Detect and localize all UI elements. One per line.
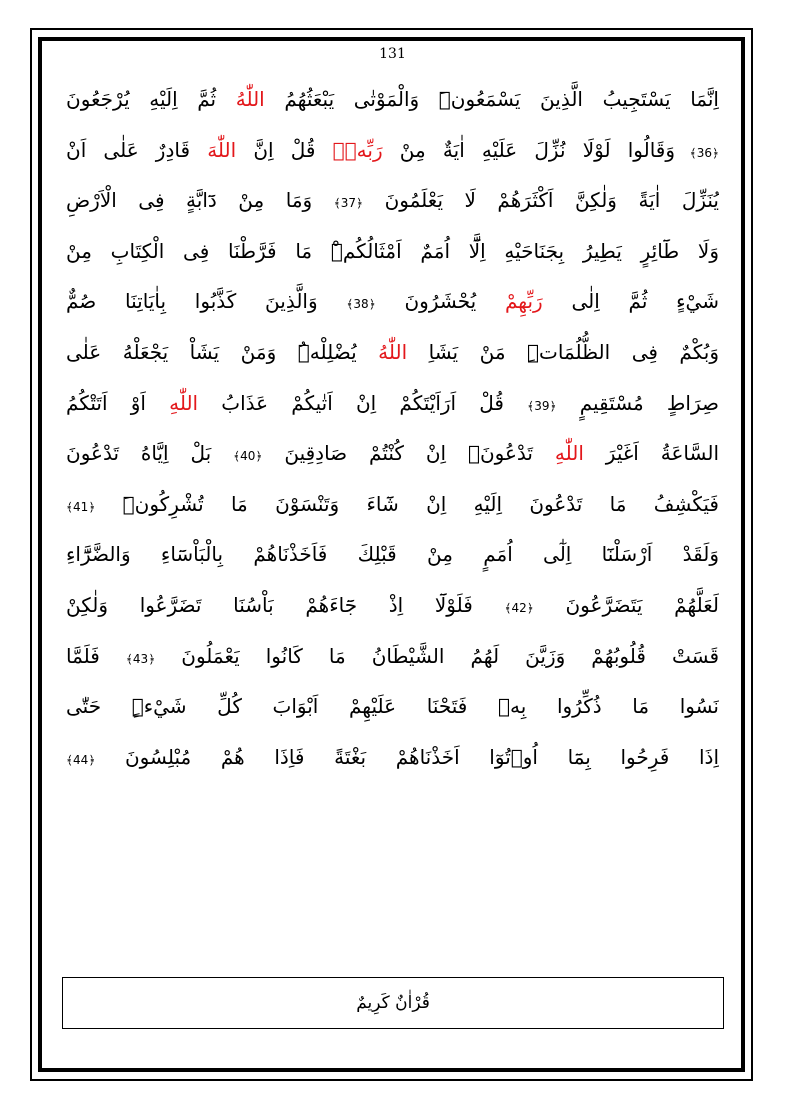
text-segment: فَلَوْلَٓا اِذْ جَٓاءَهُمْ بَاْسُنَا تَضَرَّعُوا وَلٰكِنْ: [66, 592, 505, 617]
text-line: [66, 428, 719, 479]
text-segment: قُلْ اِنَّ: [236, 137, 333, 162]
text-segment: وَلَا طَٓائِرٍ يَطِيرُ بِجَنَاحَيْهِ اِلَّٓا اُمَمٌ اَمْثَالُكُمْۜ مَا فَرَّطْنَا فِى الْكِتَابِ مِنْ: [66, 238, 719, 263]
text-segment: السَّاعَةُ اَغَيْرَ: [583, 441, 719, 466]
text-segment: قَسَتْ قُلُوبُهُمْ وَزَيَّنَ لَهُمُ الشَّيْطَانُ مَا كَانُوا يَعْمَلُونَ: [155, 643, 719, 668]
highlighted-word: اللّٰهِ: [554, 441, 584, 466]
text-segment: وَقَالُوا لَوْلَا نُزِّلَ عَلَيْهِ اٰيَةٌ مِنْ: [382, 137, 676, 162]
text-line: [66, 529, 719, 580]
text-line: [66, 125, 719, 176]
text-segment: بَلْ اِيَّاهُ تَدْعُونَ: [66, 441, 234, 466]
text-segment: يُنَزِّلَ اٰيَةً وَلٰكِنَّ اَكْثَرَهُمْ لَا يَعْلَمُونَ: [363, 188, 719, 213]
verse-number-marker: ﴿40﴾: [233, 449, 263, 464]
verse-number-marker: ﴿39﴾: [527, 398, 557, 413]
verse-number-marker: ﴿41﴾: [66, 499, 96, 514]
text-segment: وَمَا مِنْ دَٓابَّةٍ فِى الْاَرْضِ: [66, 188, 334, 213]
text-segment: وَالَّذِينَ كَذَّبُوا بِاٰيَاتِنَا صُمٌّ: [66, 289, 347, 314]
text-line: [66, 681, 719, 732]
verse-number-marker: ﴿44﴾: [66, 752, 96, 767]
footer-title: قُرْاٰنٌ كَرِيمٌ: [356, 993, 430, 1013]
text-segment: يُضْلِلْهُۜ وَمَنْ يَشَاْ يَجْعَلْهُ عَلٰى: [66, 339, 379, 364]
highlighted-word: رَبِّهٖۜ: [332, 137, 383, 162]
text-segment: ثُمَّ اِلَيْهِ يُرْجَعُونَ: [66, 87, 236, 111]
text-line: [66, 732, 719, 783]
text-segment: تَدْعُونَۚ اِنْ كُنْتُمْ صَادِقِينَ: [262, 441, 555, 466]
text-segment: فَيَكْشِفُ مَا تَدْعُونَ اِلَيْهِ اِنْ شَٓاءَ وَتَنْسَوْنَ مَا تُشْرِكُونَۧ: [95, 491, 719, 516]
footer-box: [62, 977, 724, 1029]
text-segment: اِنَّمَا يَسْتَجِيبُ الَّذِينَ يَسْمَعُونَۜ وَالْمَوْتٰى يَبْعَثُهُمُ: [264, 87, 719, 111]
verse-number-marker: ﴿43﴾: [125, 651, 156, 666]
text-segment: وَبُكْمٌ فِى الظُّلُمَاتِۜ مَنْ يَشَاِ: [407, 339, 719, 364]
text-segment: نَسُوا مَا ذُكِّرُوا بِهٖ فَتَحْنَا عَلَيْهِمْ اَبْوَابَ كُلِّ شَيْءٍۜ حَتّٰى: [66, 694, 719, 719]
text-segment: صِرَاطٍ مُسْتَقِيمٍ: [556, 390, 719, 415]
verse-number-marker: ﴿36﴾: [675, 145, 719, 160]
text-line: [66, 226, 719, 277]
text-line: [66, 378, 719, 429]
text-segment: قُلْ اَرَاَيْتَكُمْ اِنْ اَتٰيكُمْ عَذَابُ: [198, 390, 528, 415]
highlighted-word: اللّٰهَ: [207, 137, 237, 162]
text-line: [66, 276, 719, 327]
text-segment: وَلَقَدْ اَرْسَلْنَٓا اِلٰٓى اُمَمٍ مِنْ قَبْلِكَ فَاَخَذْنَاهُمْ بِالْبَاْسَٓاءِ وَالضَّرَّٓاءِ: [66, 542, 719, 567]
text-segment: لَعَلَّهُمْ يَتَضَرَّعُونَ: [533, 592, 719, 617]
text-segment: فَلَمَّا: [66, 643, 126, 668]
verse-number-marker: ﴿42﴾: [504, 600, 534, 615]
text-line: [66, 631, 719, 682]
verse-number-marker: ﴿37﴾: [333, 196, 364, 211]
text-segment: اَوْ اَتَتْكُمُ: [66, 390, 170, 415]
text-segment: قَادِرٌ عَلٰى اَنْ: [66, 137, 208, 162]
quran-text-body: [66, 74, 719, 782]
text-line: [66, 479, 719, 530]
text-line: [66, 175, 719, 226]
text-line: [66, 74, 719, 125]
text-line: [66, 580, 719, 631]
page-number: 131: [379, 46, 406, 62]
text-segment: يُحْشَرُونَ: [375, 289, 505, 314]
highlighted-word: اللّٰهُ: [378, 339, 408, 364]
highlighted-word: اللّٰهِ: [169, 390, 199, 415]
text-line: [66, 327, 719, 378]
highlighted-word: رَبِّهِمْ: [504, 289, 543, 314]
verse-number-marker: ﴿38﴾: [346, 297, 376, 312]
text-segment: اِذَا فَرِحُوا بِمَٓا اُو۫تُوٓا اَخَذْنَاهُمْ بَغْتَةً فَاِذَا هُمْ مُبْلِسُونَ: [95, 744, 719, 769]
text-segment: شَيْءٍ ثُمَّ اِلٰى: [542, 289, 719, 314]
highlighted-word: اللّٰهُ: [235, 87, 265, 111]
